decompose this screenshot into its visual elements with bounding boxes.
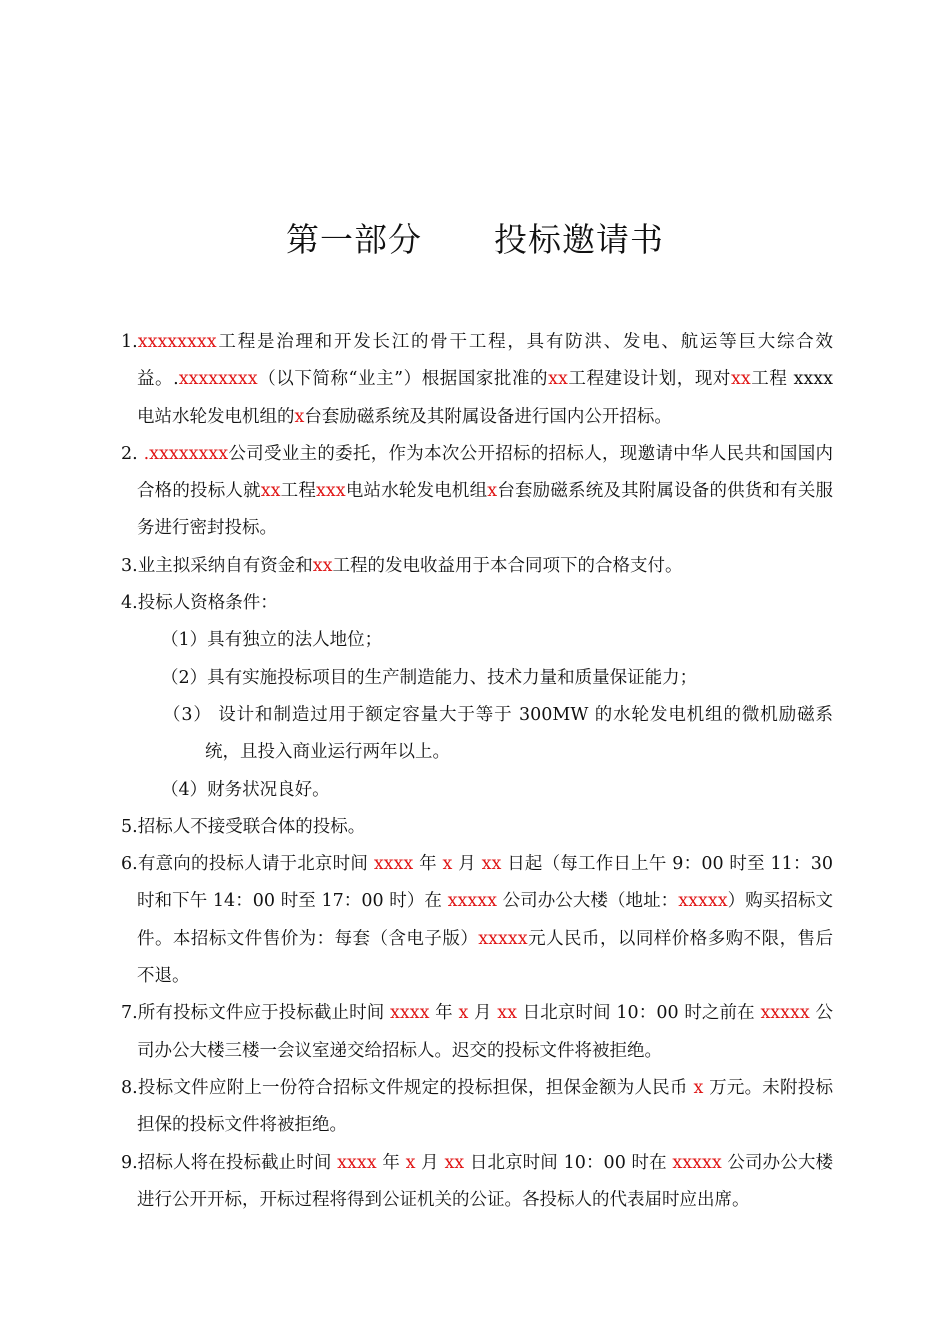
text-run: 4.投标人资格条件： — [121, 593, 278, 614]
paragraph-item-2 — [121, 436, 833, 548]
text-run: 公司办公大楼三楼一会议室递交给招标人。迟交的投标文件将被拒绝。 — [137, 1003, 833, 1061]
placeholder-text: x — [458, 1003, 469, 1024]
text-run: （2）具有实施投标项目的生产制造能力、技术力量和质量保证能力； — [161, 667, 698, 688]
placeholder-text: xxxx — [337, 1152, 377, 1173]
text-run: 工程建设计划，现对 — [567, 369, 731, 390]
placeholder-text: x — [405, 1152, 416, 1173]
text-run: 2. — [121, 443, 144, 464]
text-run: 工程是治理和开发长江的骨干工程，具有防洪、发电、航运等巨大综合效益。. — [137, 332, 833, 390]
text-run: 公司办公大楼进行公开开标，开标过程将得到公证机关的公证。各投标人的代表届时应出席。 — [137, 1152, 833, 1210]
placeholder-text: xx — [730, 369, 751, 390]
text-run: 年 — [413, 854, 443, 875]
paragraph-item-4-2 — [121, 660, 833, 697]
text-run: 年 — [429, 1003, 459, 1024]
placeholder-text: xxxx — [373, 854, 414, 875]
text-run: 6.有意向的投标人请于北京时间 — [121, 854, 374, 875]
placeholder-text: .xxxxxxxx — [143, 443, 229, 464]
paragraph-item-4 — [121, 585, 833, 622]
placeholder-text: xxxxx — [478, 928, 528, 949]
placeholder-text: xxxxx — [760, 1003, 810, 1024]
paragraph-item-4-3 — [121, 697, 833, 772]
text-run: 日北京时间 10：00 时在 — [464, 1152, 673, 1173]
text-run: 月 — [415, 1152, 445, 1173]
paragraph-item-8 — [121, 1070, 833, 1145]
text-run: 月 — [452, 854, 482, 875]
placeholder-text: xx — [548, 369, 568, 390]
document-body — [121, 324, 833, 1219]
text-run: 公司办公大楼（地址： — [496, 891, 679, 912]
placeholder-text: x — [294, 406, 305, 427]
paragraph-item-5 — [121, 809, 833, 846]
page-title — [0, 214, 950, 261]
placeholder-text: xxxxxxxx — [137, 332, 217, 352]
paragraph-item-4-4 — [121, 772, 833, 809]
placeholder-text: xx — [312, 555, 333, 576]
text-run: 日北京时间 10：00 时之前在 — [517, 1003, 761, 1024]
text-run: 年 — [376, 1152, 406, 1173]
text-run: 元人民币，以同样价格多购不限，售后不退。 — [137, 928, 833, 987]
text-run: 8.投标文件应附上一份符合招标文件规定的投标担保，担保金额为人民币 — [121, 1077, 694, 1098]
placeholder-text: xxxxx — [672, 1152, 722, 1173]
text-run: 公司受业主的委托，作为本次公开招标的招标人，现邀请中华人民共和国国内合格的投标人就 — [137, 443, 834, 502]
placeholder-text: xx — [497, 1003, 518, 1024]
text-run: 工程的发电收益用于本合同项下的合格支付。 — [332, 555, 683, 576]
placeholder-text: xxxxx — [678, 891, 728, 912]
text-run: 台套励磁系统及其附属设备的供货和有关服务进行密封投标。 — [137, 481, 834, 539]
placeholder-text: xx — [444, 1152, 465, 1173]
text-run: 日起（每工作日上午 9：00 时至 11：30 时和下午 14：00 时至 17：00 时）在 — [137, 854, 833, 912]
text-run: 5.招标人不接受联合体的投标。 — [121, 816, 366, 837]
paragraph-item-3 — [121, 548, 833, 585]
text-run: （1）具有独立的法人地位； — [161, 630, 383, 651]
text-run: 万元。未附投标担保的投标文件将被拒绝。 — [137, 1077, 834, 1136]
title-part: 第一部分 — [286, 220, 422, 259]
placeholder-text: xxx — [316, 481, 346, 502]
text-run: 工程 — [280, 481, 317, 502]
paragraph-item-7 — [121, 995, 833, 1070]
text-run: 7.所有投标文件应于投标截止时间 — [121, 1003, 390, 1024]
text-run: ）购买招标文件。本招标文件售价为：每套（含电子版） — [137, 891, 834, 949]
text-run: 台套励磁系统及其附属设备进行国内公开招标。 — [304, 406, 672, 427]
paragraph-item-4-1 — [121, 622, 833, 659]
placeholder-text: x — [442, 854, 453, 875]
text-run: 3.业主拟采纳自有资金和 — [121, 555, 313, 576]
placeholder-text: xxxxxxxx — [178, 369, 258, 390]
placeholder-text: xxxxx — [447, 891, 497, 912]
placeholder-text: xx — [260, 481, 281, 502]
text-run: 9.招标人将在投标截止时间 — [121, 1152, 338, 1173]
text-run: 工程 xxxx 电站水轮发电机组的 — [137, 369, 833, 427]
title-name: 投标邀请书 — [494, 220, 664, 259]
placeholder-text: x — [693, 1077, 704, 1098]
paragraph-item-6 — [121, 846, 833, 995]
placeholder-text: xxxx — [390, 1003, 430, 1024]
placeholder-text: x — [487, 481, 498, 502]
placeholder-text: xx — [481, 854, 502, 875]
text-run: 1. — [121, 332, 138, 352]
text-run: 月 — [468, 1003, 498, 1024]
paragraph-item-9 — [121, 1145, 833, 1220]
text-run: 电站水轮发电机组 — [345, 481, 488, 502]
text-run: （4）财务状况良好。 — [161, 779, 330, 800]
paragraph-item-1 — [121, 324, 833, 436]
text-run: （3） 设计和制造过用于额定容量大于等于 300MW 的水轮发电机组的微机励磁系统，且投入商业运行两年以上。 — [163, 704, 833, 763]
text-run: （以下简称“业主”）根据国家批准的 — [257, 369, 549, 390]
